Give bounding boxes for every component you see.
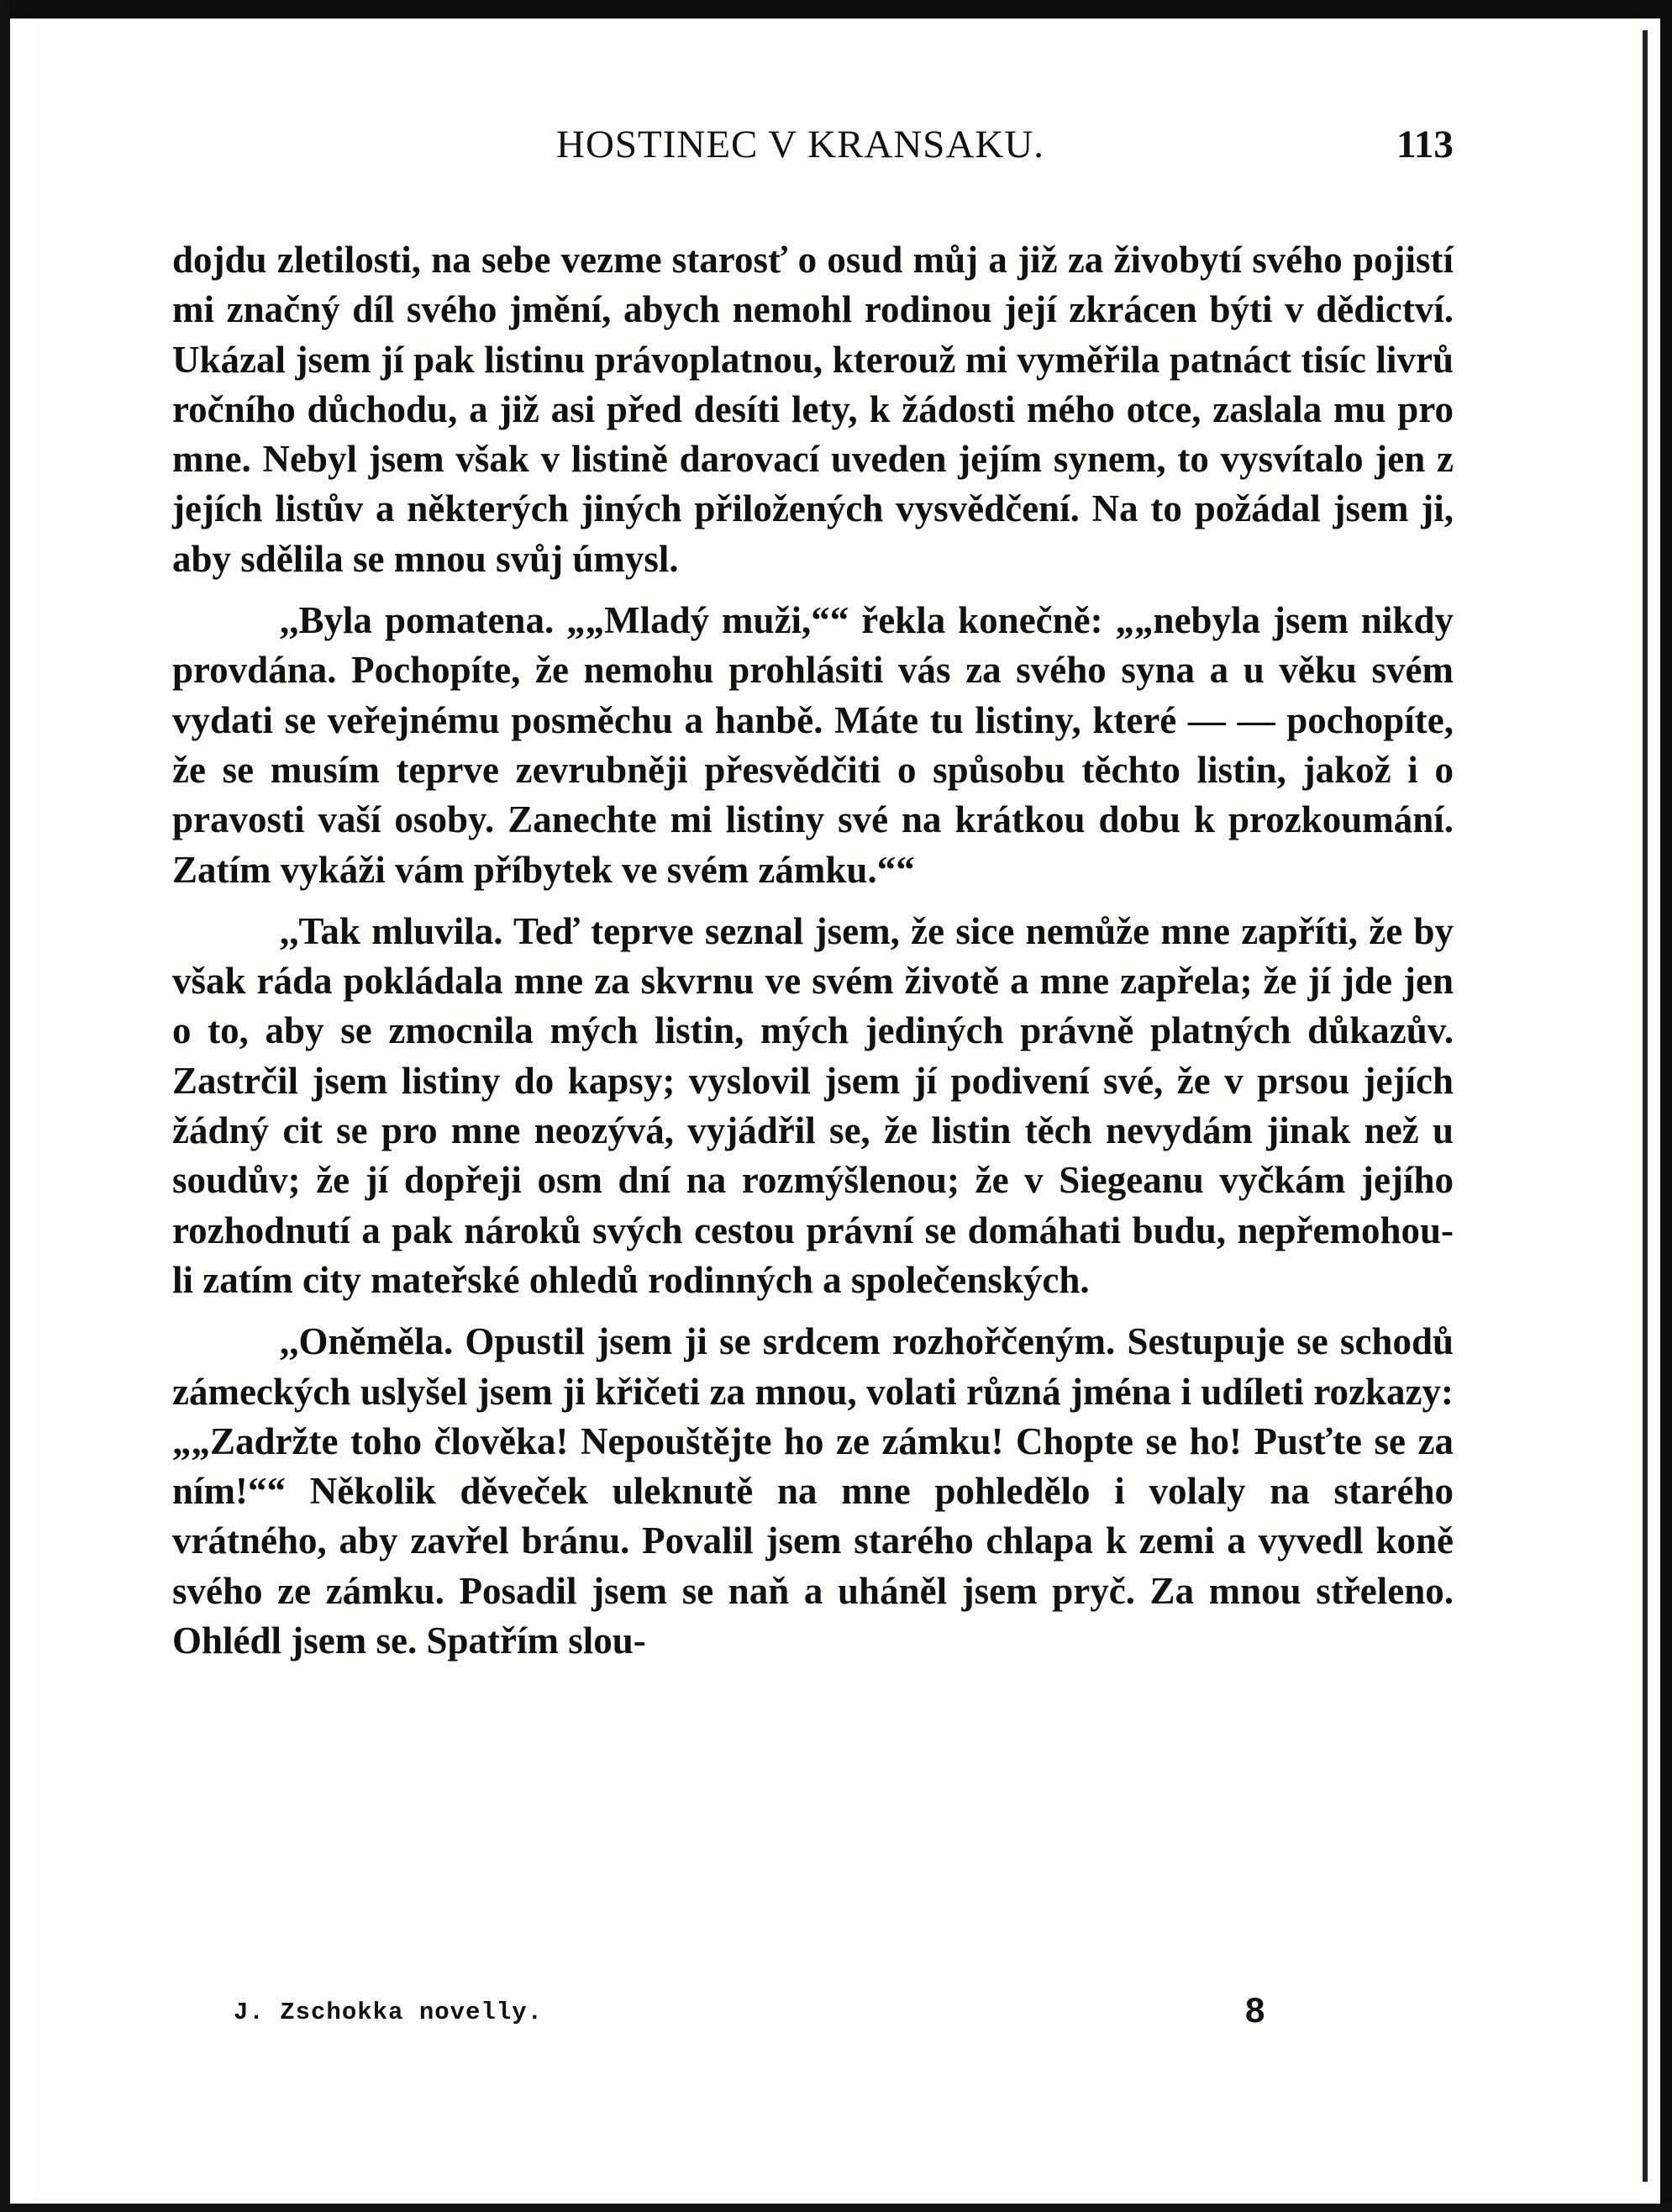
paragraph-2: ,,Byla pomatena. „„Mladý muži,““ řekla konečně: „„nebyla jsem nikdy provdána. Pochopíte, že nemohu prohlásiti vás za svého syna a u věku svém vydati se veřejnému posměchu a hanbě. Máte tu listiny, které — — pochopíte, že se musím teprve zevrubněji přesvědčiti o spůsobu těchto listin, jakož i o pravosti vaší osoby. Zanechte mi listiny své na krátkou dobu k prozkoumání. Zatím vykáži vám příbytek ve svém zámku.““ [172, 599, 1454, 891]
page-header [0, 122, 1672, 181]
running-title: HOSTINEC V KRANSAKU. [556, 123, 1045, 166]
paragraph-3: ,,Tak mluvila. Teď teprve seznal jsem, že sice nemůže mne zapříti, že by však ráda pokládala mne za skvrnu ve svém životě a mne zapřela; že jí jde jen o to, aby se zmocnila mých listin, mých jediných právně platných důkazův. Zastrčil jsem listiny do kapsy; vyslovil jsem jí podivení své, že v prsou jejích žádný cit se pro mne neozývá, vyjádřil se, že listin těch nevydám jinak než u soudův; že jí dopřeji osm dní na rozmýšlenou; že v Siegeanu vyčkám jejího rozhodnutí a pak nároků svých cestou právní se domáhati budu, nepřemohou-li zatím city mateřské ohledů rodinných a společenských. [172, 909, 1454, 1301]
scan-border-left [0, 0, 10, 2212]
page-number: 113 [1396, 123, 1454, 166]
scan-border-top [0, 0, 1672, 18]
page-footer [0, 1990, 1672, 2049]
scan-border-right [1660, 0, 1672, 2212]
body-text [172, 235, 1454, 1666]
paragraph-4: ,,Oněměla. Opustil jsem ji se srdcem rozhořčeným. Sestupuje se schodů zámeckých uslyšel jsem ji křičeti za mnou, volati různá jména i udíleti rozkazy: „„Zadržte toho člověka! Nepouštějte ho ze zámku! Chopte se ho! Pusťte se za ním!““ Několik děveček uleknutě na mne pohledělo i volaly na starého vrátného, aby zavřel bránu. Povalil jsem starého chlapa k zemi a vyvedl koně svého ze zámku. Posadil jsem se naň a uháněl jsem pryč. Za mnou střeleno. Ohlédl jsem se. Spatřím slou- [172, 1320, 1454, 1662]
paragraph-1: dojdu zletilosti, na sebe vezme starosť o osud můj a již za živobytí svého pojistí mi značný díl svého jmění, abych nemohl rodinou její zkrácen býti v dědictví. Ukázal jsem jí pak listinu právoplatnou, kterouž mi vyměřila patnáct tisíc livrů ročního důchodu, a již asi před desíti lety, k žádosti mého otce, zaslala mu pro mne. Nebyl jsem však v listině darovací uveden jejím synem, to vysvítalo jen z jejích listův a některých jiných přiložených vysvědčení. Na to požádal jsem ji, aby sdělila se mnou svůj úmysl. [172, 239, 1454, 580]
scan-border-bottom [0, 2204, 1672, 2212]
sheet-signature-number: 8 [1245, 1990, 1265, 2030]
printer-signature: J. Zschokka novelly. [234, 1999, 544, 2026]
page-edge-shadow [1643, 30, 1648, 2182]
